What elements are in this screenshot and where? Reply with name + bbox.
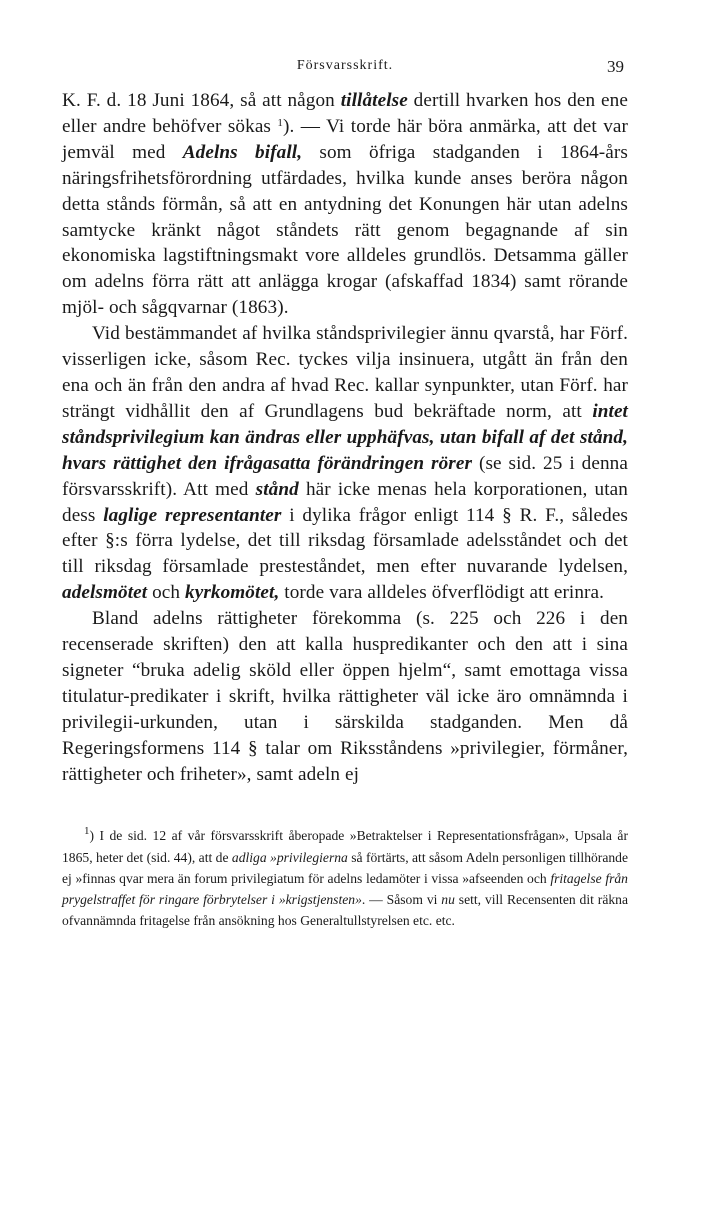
p1-text-4: som öfriga stadganden i 1864-års näringsfrihetsförordning utfärdades, hvilka kunde anses beröra någon detta stånds förmån, så att en antydning det Konungen här utan adelns samtycke kränkt något ståndets rätt genom begagnande af sin ekonomiska lagstiftningsmakt vore alldeles grundlös. Detsamma gäller om adelns förra rätt att anlägga krogar (afskaffad 1834) samt rörande mjöl- och sågqvarnar (1863). [62,141,628,319]
p2-text-6: torde vara alldeles öfverflödigt att erinra. [279,582,605,604]
paragraph-2 [62,321,628,606]
fn-emphasis-2: fritagelse från prygelstraffet för ringare förbrytelser i »krigstjensten» [62,870,628,908]
p1-emphasis-adelns-bifall: Adelns bifall, [182,141,303,163]
page-header [62,58,628,88]
p2-emphasis-kyrkomotet: kyrkomötet, [185,582,280,604]
p2-emphasis-adelsmotet: adelsmötet [62,582,148,604]
p1-text-3: ). — Vi torde här böra anmärka, att det var jemväl med [62,115,628,163]
p2-text-4: i dylika frågor enligt 114 § R. F., således efter §:s förra lydelse, det till riksdag församlade adelsståndet och det till riksdag församlade presteståndet, men efter nuvarande lydelsen, [62,504,629,578]
page-number: 39 [607,57,624,76]
p1-text-2: dertill hvarken hos den ene eller andre behöfver sökas [62,90,628,137]
p2-text-2: (se sid. 25 i denna försvarsskrift). Att med [62,452,628,500]
fn-text-2: så förtärts, att såsom Adeln personligen tillhörande ej »finnas qvar mera än forum privilegiatum för adelns ledamöter i vissa »afseenden och [62,849,628,886]
fn-text-1: ) I de sid. 12 af vår försvarsskrift åberopade »Betraktelser i Representationsfrågan», Upsala år 1865, heter det (sid. 44), att de [62,828,628,865]
p2-emphasis-principle: intet ståndsprivilegium kan ändras eller upphäfvas, utan bifall af det stånd, hvars rättighet den ifrågasatta förändringen rörer [62,400,628,474]
book-page [62,58,628,931]
footnotes [62,825,628,931]
p2-text-5: och [147,582,186,604]
footnote-marker: 1 [84,825,90,838]
fn-text-3: . — Såsom vi [361,892,442,908]
fn-emphasis-1: adliga »privilegierna [231,849,348,865]
p2-emphasis-stand: stånd [255,478,299,500]
p2-emphasis-representanter: laglige representanter [103,504,282,526]
fn-text-4: sett, vill Recensenten dit räkna ofvannämnda fritagelse från ansökning hos Generaltullstyrelsen etc. etc. [62,892,628,929]
p2-text-3: här icke menas hela korporationen, utan dess [62,478,628,526]
footnote-ref-1: 1 [277,116,284,129]
footnote-1 [62,825,628,931]
fn-emphasis-3: nu [441,892,455,908]
paragraph-1 [62,88,628,321]
running-title: Försvarsskrift. [296,58,394,73]
p1-text-1: K. F. d. 18 Juni 1864, så att någon [62,90,341,111]
p2-text-1: Vid bestämmandet af hvilka ståndsprivilegier ännu qvarstå, har Förf. visserligen icke, såsom Rec. tyckes vilja insinuera, utgått än från den ena och än från den andra af hvad Rec. kallar synpunkter, utan Förf. har strängt vidhållit den af Grundlagens bud bekräftade norm, att [62,323,628,422]
p1-emphasis-tillatelse: tillåtelse [340,90,408,111]
paragraph-3: Bland adelns rättigheter förekomma (s. 225 och 226 i den recenserade skriften) den att kalla huspredikanter och den att i sina signeter “bruka adelig sköld eller öppen hjelm“, samt emottaga vissa titulatur-predikater i skrift, hvilka rättigheter väl icke äro omnämnda i privilegii-urkunden, utan i särskilda stadganden. Men då Regeringsformens 114 § talar om Riksståndens »privilegier, förmåner, rättigheter och friheter», samt adeln ej [62,608,628,785]
